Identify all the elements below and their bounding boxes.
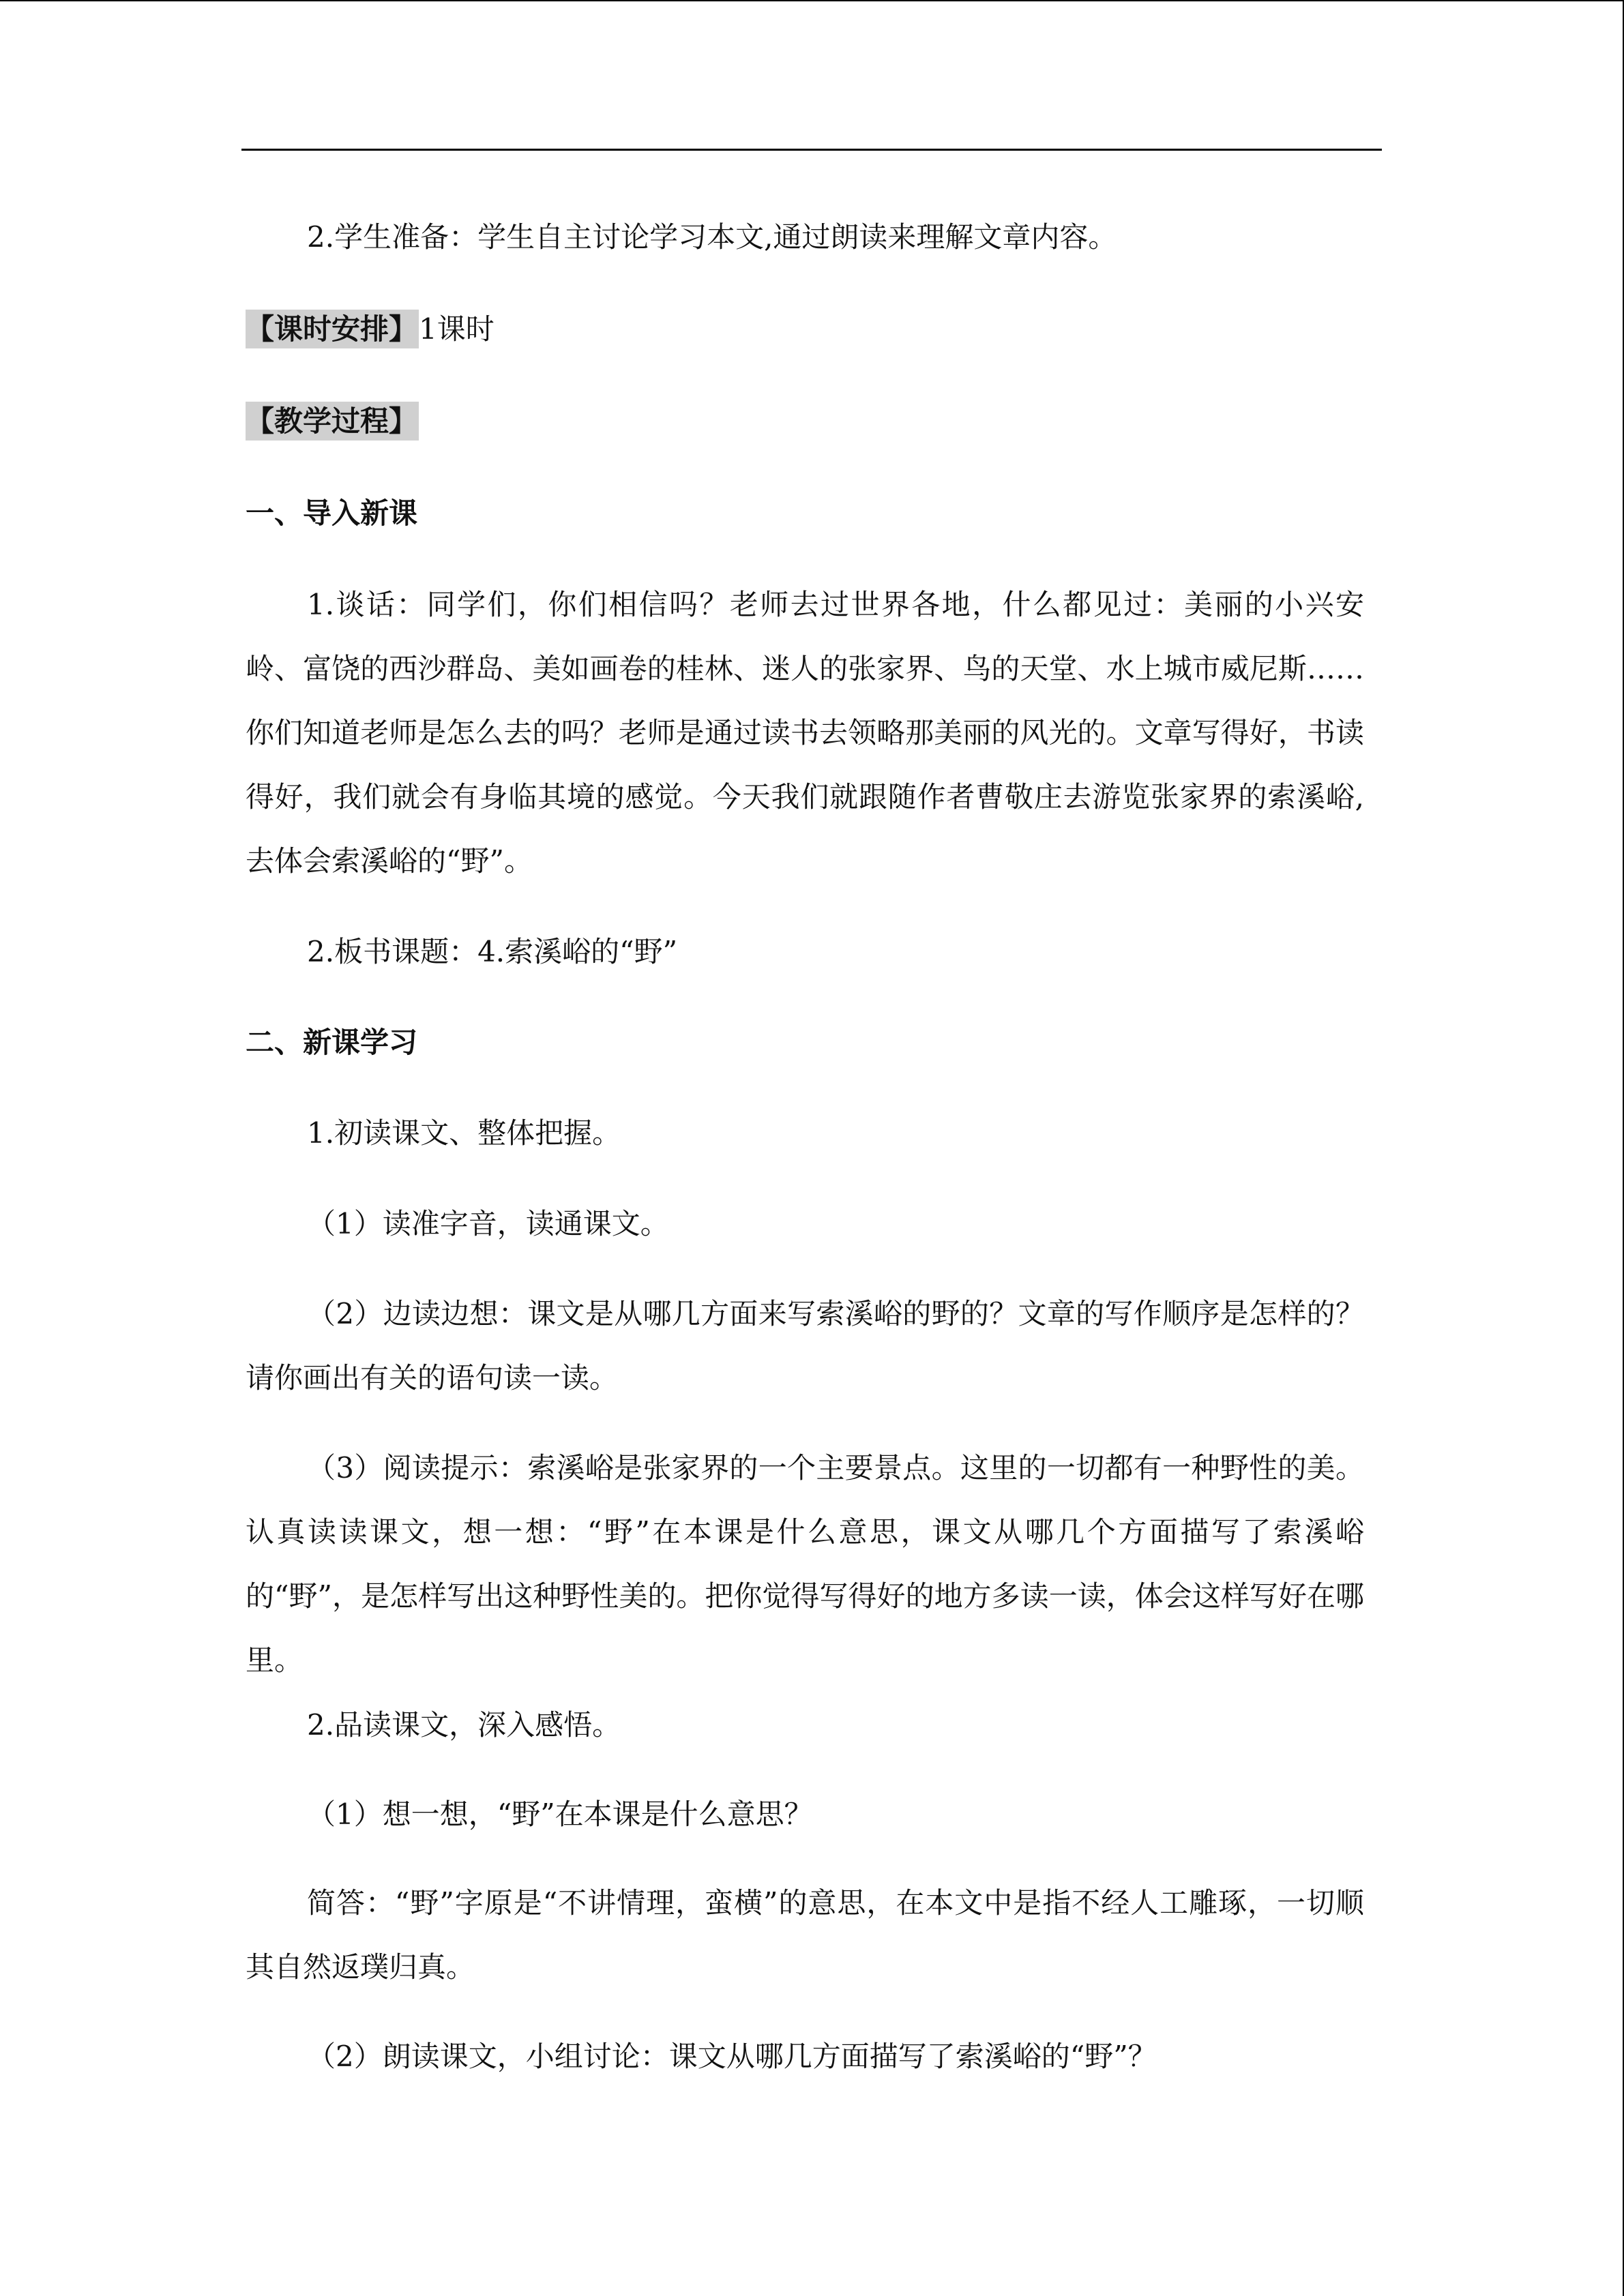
intro-paragraph: 1.谈话：同学们，你们相信吗？老师去过世界各地，什么都见过：美丽的小兴安岭、富饶的西沙群岛、美如画卷的桂林、迷人的张家界、鸟的天堂、水上城市威尼斯……你们知道老师是怎么去的吗？老师是通过读书去领略那美丽的风光的。文章写得好，书读得好，我们就会有身临其境的感觉。今天我们就跟随作者曹敬庄去游览张家界的索溪峪,去体会索溪峪的“野”。 [246,588,1364,878]
student-prep-line: 2.学生准备：学生自主讨论学习本文,通过朗读来理解文章内容。 [307,220,1117,254]
item2-line: 2.品读课文，深入感悟。 [307,1708,621,1742]
q1-line: （1）想一想，“野”在本课是什么意思？ [307,1798,813,1831]
schedule-value: 1课时 [419,312,494,346]
sub2-paragraph: （2）边读边想：课文是从哪几方面来写索溪峪的野的？文章的写作顺序是怎样的？请你画出有关的语句读一读。 [246,1297,1364,1395]
sub3-paragraph: （3）阅读提示：索溪峪是张家界的一个主要景点。这里的一切都有一种野性的美。认真读读课文，想一想：“野”在本课是什么意思，课文从哪几个方面描写了索溪峪的“野”，是怎样写出这种野性美的。把你觉得写得好的地方多读一读，体会这样写好在哪里。 [246,1451,1364,1677]
process-label: 【教学过程】 [246,402,419,441]
answer1-paragraph: 简答：“野”字原是“不讲情理，蛮横”的意思，在本文中是指不经人工雕琢，一切顺其自然返璞归真。 [246,1886,1364,1984]
process-line [246,389,1364,453]
document-body [246,205,1364,2089]
sub1-line: （1）读准字音，读通课文。 [307,1207,669,1240]
section2-title: 二、新课学习 [246,1026,418,1059]
item1-line: 1.初读课文、整体把握。 [307,1116,621,1150]
board-title-line: 2.板书课题：4.索溪峪的“野” [307,935,678,968]
q2-line: （2）朗读课文，小组讨论：课文从哪几方面描写了索溪峪的“野”？ [307,2040,1157,2073]
header-rule [241,149,1382,151]
schedule-label: 【课时安排】 [246,310,419,348]
section1-title: 一、导入新课 [246,496,418,530]
schedule-line [246,297,1364,361]
